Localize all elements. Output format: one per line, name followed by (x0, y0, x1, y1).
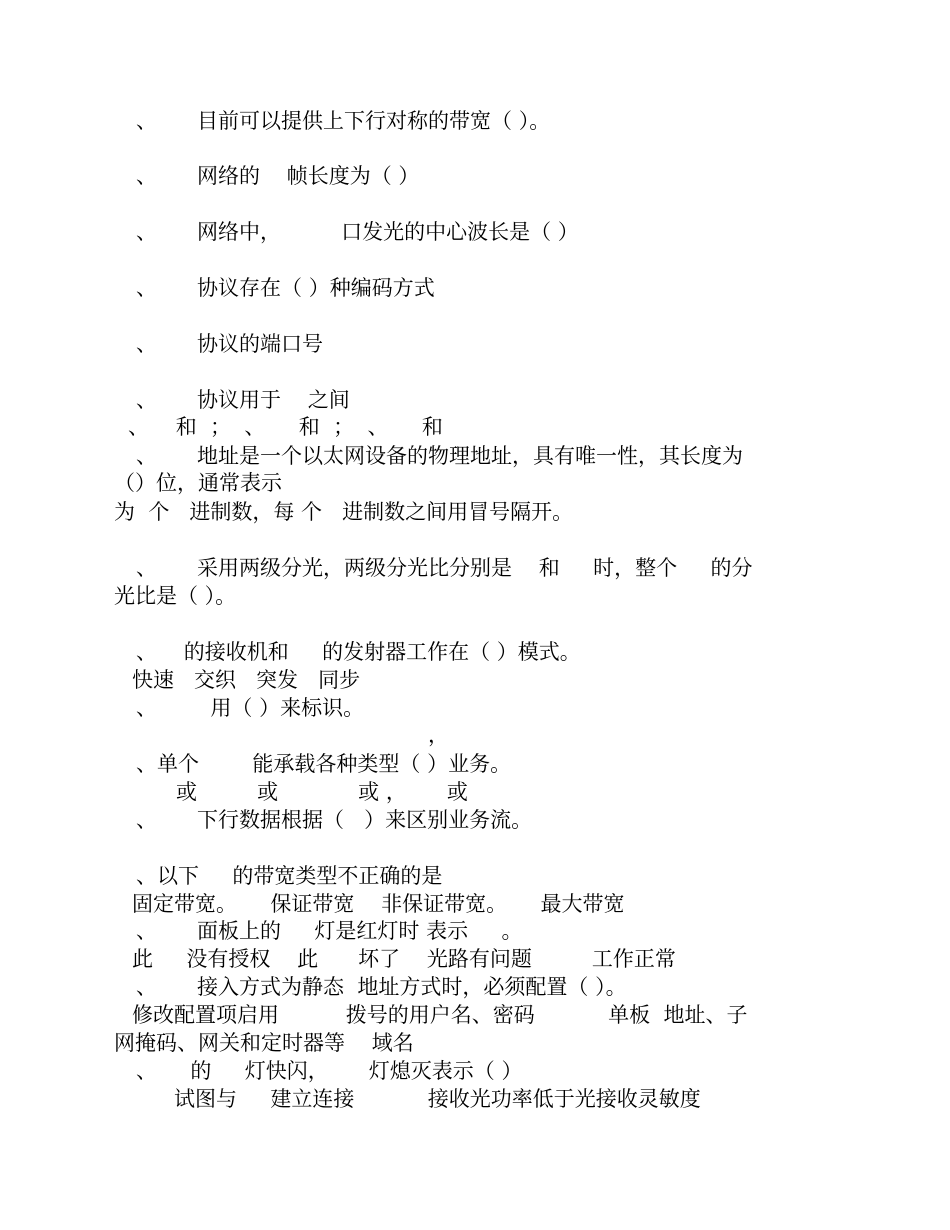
question-4: 、 协议存在（ ）种编码方式 (136, 276, 435, 300)
question-6-options: 、 和 ； 、 和 ； 、 和 (128, 415, 443, 439)
question-9: 、 的接收机和 的发射器工作在（ ）模式。 (136, 640, 581, 664)
question-11-options: 或 或 或 ， 或 (176, 780, 468, 804)
question-12: 、 下行数据根据（ ）来区别业务流。 (136, 808, 533, 832)
question-10-options: ， (428, 723, 449, 747)
question-8-line-2: 光比是（ ）。 (114, 584, 237, 608)
question-14: 、 面板上的 灯是红灯时 表示 。 (136, 919, 523, 943)
question-8-line-1: 、 采用两级分光，两级分光比分别是 和 时，整个 的分 (136, 556, 753, 580)
question-7-line-1: 、 地址是一个以太网设备的物理地址，具有唯一性，其长度为 (136, 444, 744, 468)
question-7-line-3: 为 个 进制数，每 个 进制数之间用冒号隔开。 (114, 500, 574, 524)
question-1: 、 目前可以提供上下行对称的带宽（ ）。 (136, 109, 551, 133)
question-15-options-line-1: 修改配置项启用 拨号的用户名、密码 单板 地址、子 (132, 1003, 748, 1027)
question-2: 、 网络的 帧长度为（ ） (136, 164, 420, 188)
question-10: 、 用（ ）来标识。 (136, 696, 365, 720)
question-13: 、以下 的带宽类型不正确的是 (136, 864, 443, 888)
question-16-options: 试图与 建立连接 接收光功率低于光接收灵敏度 (174, 1087, 701, 1111)
question-15: 、 接入方式为静态 地址方式时，必须配置（ ）。 (136, 975, 627, 999)
question-3: 、 网络中， 口发光的中心波长是（ ） (136, 220, 579, 244)
question-16: 、 的 灯快闪， 灯熄灭表示（ ） (136, 1059, 523, 1083)
question-14-options: 此 没有授权 此 坏了 光路有问题 工作正常 (132, 947, 676, 971)
question-7-line-2: （）位，通常表示 (114, 471, 282, 495)
question-9-options: 快速 交织 突发 同步 (132, 668, 361, 692)
question-5: 、 协议的端口号 (136, 332, 324, 356)
question-15-options-line-2: 网掩码、网关和定时器等 域名 (114, 1031, 414, 1055)
question-6: 、 协议用于 之间 (136, 388, 350, 412)
question-13-options: 固定带宽。 保证带宽 非保证带宽。 最大带宽 (132, 892, 625, 916)
question-11: 、单个 能承载各种类型（ ）业务。 (136, 752, 512, 776)
